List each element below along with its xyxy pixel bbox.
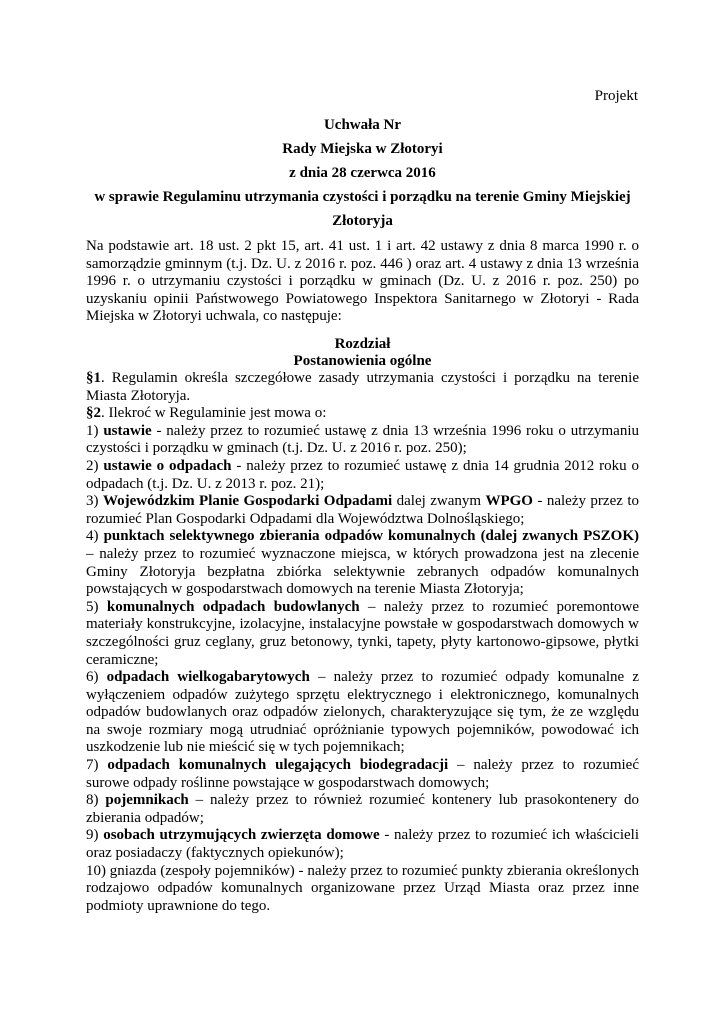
definition-item: 3) Wojewódzkim Planie Gospodarki Odpadami dalej zwanym WPGO - należy przez to rozumieć Plan Gospodarki Odpadami dla Województwa Dolnośląskiego;: [86, 493, 640, 527]
definition-item: 9) osobach utrzymujących zwierzęta domowe - należy przez to rozumieć ich właścicieli oraz posiadaczy (faktycznych opiekunów);: [86, 827, 639, 862]
definition-text: – należy przez to rozumieć odpady komunalne z wyłączeniem odpadów zużytego sprzętu elektrycznego i elektronicznego, komunalnych odpadów budowlanych oraz odpadów zielonych, charakteryzujące się tym, że ze względu na swoje rozmiary mogą utrudniać opróżnianie typowych pojemników, powodować ich uszkodzenie lub nie mieścić się w tych pojemnikach;: [86, 669, 639, 756]
definition-text: - należy przez to rozumieć Plan Gospodarki Odpadami dla Województwa Dolnośląskiego;: [86, 493, 640, 527]
chapter-title: Postanowienia ogólne: [293, 353, 432, 369]
definition-term: odpadach komunalnych ulegających biodegradacji: [107, 757, 449, 774]
definition-text: – należy przez to rozumieć wyznaczone miejsca, w których prowadzona jest na zlecenie Gminy Złotoryja bezpłatna zbiórka selektywnie zebranych odpadów komunalnych powstających w gospodarstwach domowych na terenie Miasta Złotoryja;: [86, 545, 639, 598]
definition-text: – należy przez to rozumieć poremontowe materiały konstrukcyjne, izolacyjne, instalacyjne powstałe w gospodarstwach domowych w szczególności gruz ceglany, gruz betonowy, tynki, tapety, płyty kartonowo-gipsowe, płytki ceramiczne;: [86, 598, 640, 668]
definition-item: 1) ustawie - należy przez to rozumieć ustawę z dnia 13 września 1996 roku o utrzymaniu czystości i porządku w gminach (t.j. Dz. U. z 2016 r. poz. 250);: [86, 422, 640, 457]
section-2-text: . Ilekroć w Regulaminie jest mowa o:: [101, 405, 327, 422]
section-1: [86, 370, 639, 405]
definition-term: komunalnych odpadach budowlanych: [106, 598, 360, 615]
draft-label: Projekt: [594, 88, 638, 104]
definition-term-abbrev: WPGO: [485, 493, 533, 510]
definition-item: 10) gniazda (zespoły pojemników) - należy przez to rozumieć punkty zbierania określonych rodzajowo odpadów komunalnych organizowane przez Urząd Miasta oraz przez inne podmioty uprawnione do tego.: [86, 862, 639, 914]
definition-term: punktach selektywnego zbierania odpadów komunalnych (dalej zwanych PSZOK): [103, 528, 639, 545]
chapter-heading: [86, 336, 639, 370]
section-1-text: . Regulamin określa szczegółowe zasady utrzymania czystości i porządku na terenie Miasta Złotoryja.: [86, 370, 639, 404]
section-2: [86, 405, 639, 423]
definition-term: osobach utrzymujących zwierzęta domowe: [103, 827, 380, 844]
resolution-subject-cont: Złotoryja: [332, 213, 393, 229]
definition-item: 4) punktach selektywnego zbierania odpadów komunalnych (dalej zwanych PSZOK) – należy przez to rozumieć wyznaczone miejsca, w których prowadzona jest na zlecenie Gminy Złotoryja bezpłatna zbiórka selektywnie zebranych odpadów komunalnych powstających w gospodarstwach domowych na terenie Miasta Złotoryja;: [86, 528, 639, 598]
definition-text: – należy przez to również rozumieć kontenery lub prasokontenery do zbierania odpadów;: [86, 792, 639, 826]
resolution-date: z dnia 28 czerwca 2016: [289, 165, 436, 181]
definition-item: 5) komunalnych odpadach budowlanych – należy przez to rozumieć poremontowe materiały konstrukcyjne, izolacyjne, instalacyjne powstałe w gospodarstwach domowych w szczególności gruz ceglany, gruz betonowy, tynki, tapety, płyty kartonowo-gipsowe, płytki ceramiczne;: [86, 598, 640, 668]
definition-term: ustawie o odpadach: [103, 457, 232, 474]
section-1-number: §1: [86, 370, 101, 386]
council-name: Rady Miejska w Złotoryi: [282, 141, 443, 157]
resolution-number: Uchwała Nr: [323, 117, 402, 133]
resolution-subject: w sprawie Regulaminu utrzymania czystości i porządku na terenie Gminy Miejskiej: [94, 189, 631, 205]
definition-term: odpadach wielkogabarytowych: [106, 669, 310, 686]
definition-item: 7) odpadach komunalnych ulegających biodegradacji – należy przez to rozumieć surowe odpady roślinne powstające w gospodarstwach domowych;: [86, 757, 639, 791]
document-body: [86, 370, 639, 915]
chapter-label: Rozdział: [334, 336, 391, 352]
resolution-title: [86, 113, 639, 233]
definition-text: gniazda (zespoły pojemników) - należy przez to rozumieć punkty zbierania określonych rodzajowo odpadów komunalnych organizowane przez Urząd Miasta oraz przez inne podmioty uprawnione do tego.: [86, 862, 639, 914]
definition-term: pojemnikach: [105, 792, 189, 809]
definition-term: ustawie: [103, 422, 152, 439]
definition-item: 8) pojemnikach – należy przez to również rozumieć kontenery lub prasokontenery do zbierania odpadów;: [86, 792, 639, 826]
definition-text: – należy przez to rozumieć surowe odpady roślinne powstające w gospodarstwach domowych;: [86, 757, 639, 791]
definition-text: - należy przez to rozumieć ich właścicieli oraz posiadaczy (faktycznych opiekunów);: [86, 827, 639, 862]
section-2-number: §2: [86, 405, 101, 422]
legal-basis-paragraph: Na podstawie art. 18 ust. 2 pkt 15, art. 41 ust. 1 i art. 42 ustawy z dnia 8 marca 1990 r. o samorządzie gminnym (t.j. Dz. U. z 2016 r. poz. 446 ) oraz art. 4 ustawy z dnia 13 września 1996 r. o utrzymaniu czystości i porządku w gminach (Dz. U. z 2016 r. poz. 250) po uzyskaniu opinii Państwowego Powiatowego Inspektora Sanitarnego w Złotoryi - Rada Miejska w Złotoryi uchwala, co następuje:: [86, 238, 639, 324]
definition-term: Wojewódzkim Planie Gospodarki Odpadami: [102, 493, 393, 510]
definition-item: 2) ustawie o odpadach - należy przez to rozumieć ustawę z dnia 14 grudnia 2012 roku o odpadach (t.j. Dz. U. z 2013 r. poz. 21);: [86, 457, 640, 492]
definition-item: 6) odpadach wielkogabarytowych – należy przez to rozumieć odpady komunalne z wyłączeniem odpadów zużytego sprzętu elektrycznego i elektronicznego, komunalnych odpadów budowlanych oraz odpadów zielonych, charakteryzujące się tym, że ze względu na swoje rozmiary mogą utrudniać opróżnianie typowych pojemników, powodować ich uszkodzenie lub nie mieścić się w tych pojemnikach;: [86, 669, 639, 756]
definition-text: - należy przez to rozumieć ustawę z dnia 13 września 1996 roku o utrzymaniu czystości i porządku w gminach (t.j. Dz. U. z 2016 r. poz. 250);: [86, 422, 640, 457]
definition-text: - należy przez to rozumieć ustawę z dnia 14 grudnia 2012 roku o odpadach (t.j. Dz. U. z 2013 r. poz. 21);: [86, 457, 640, 492]
